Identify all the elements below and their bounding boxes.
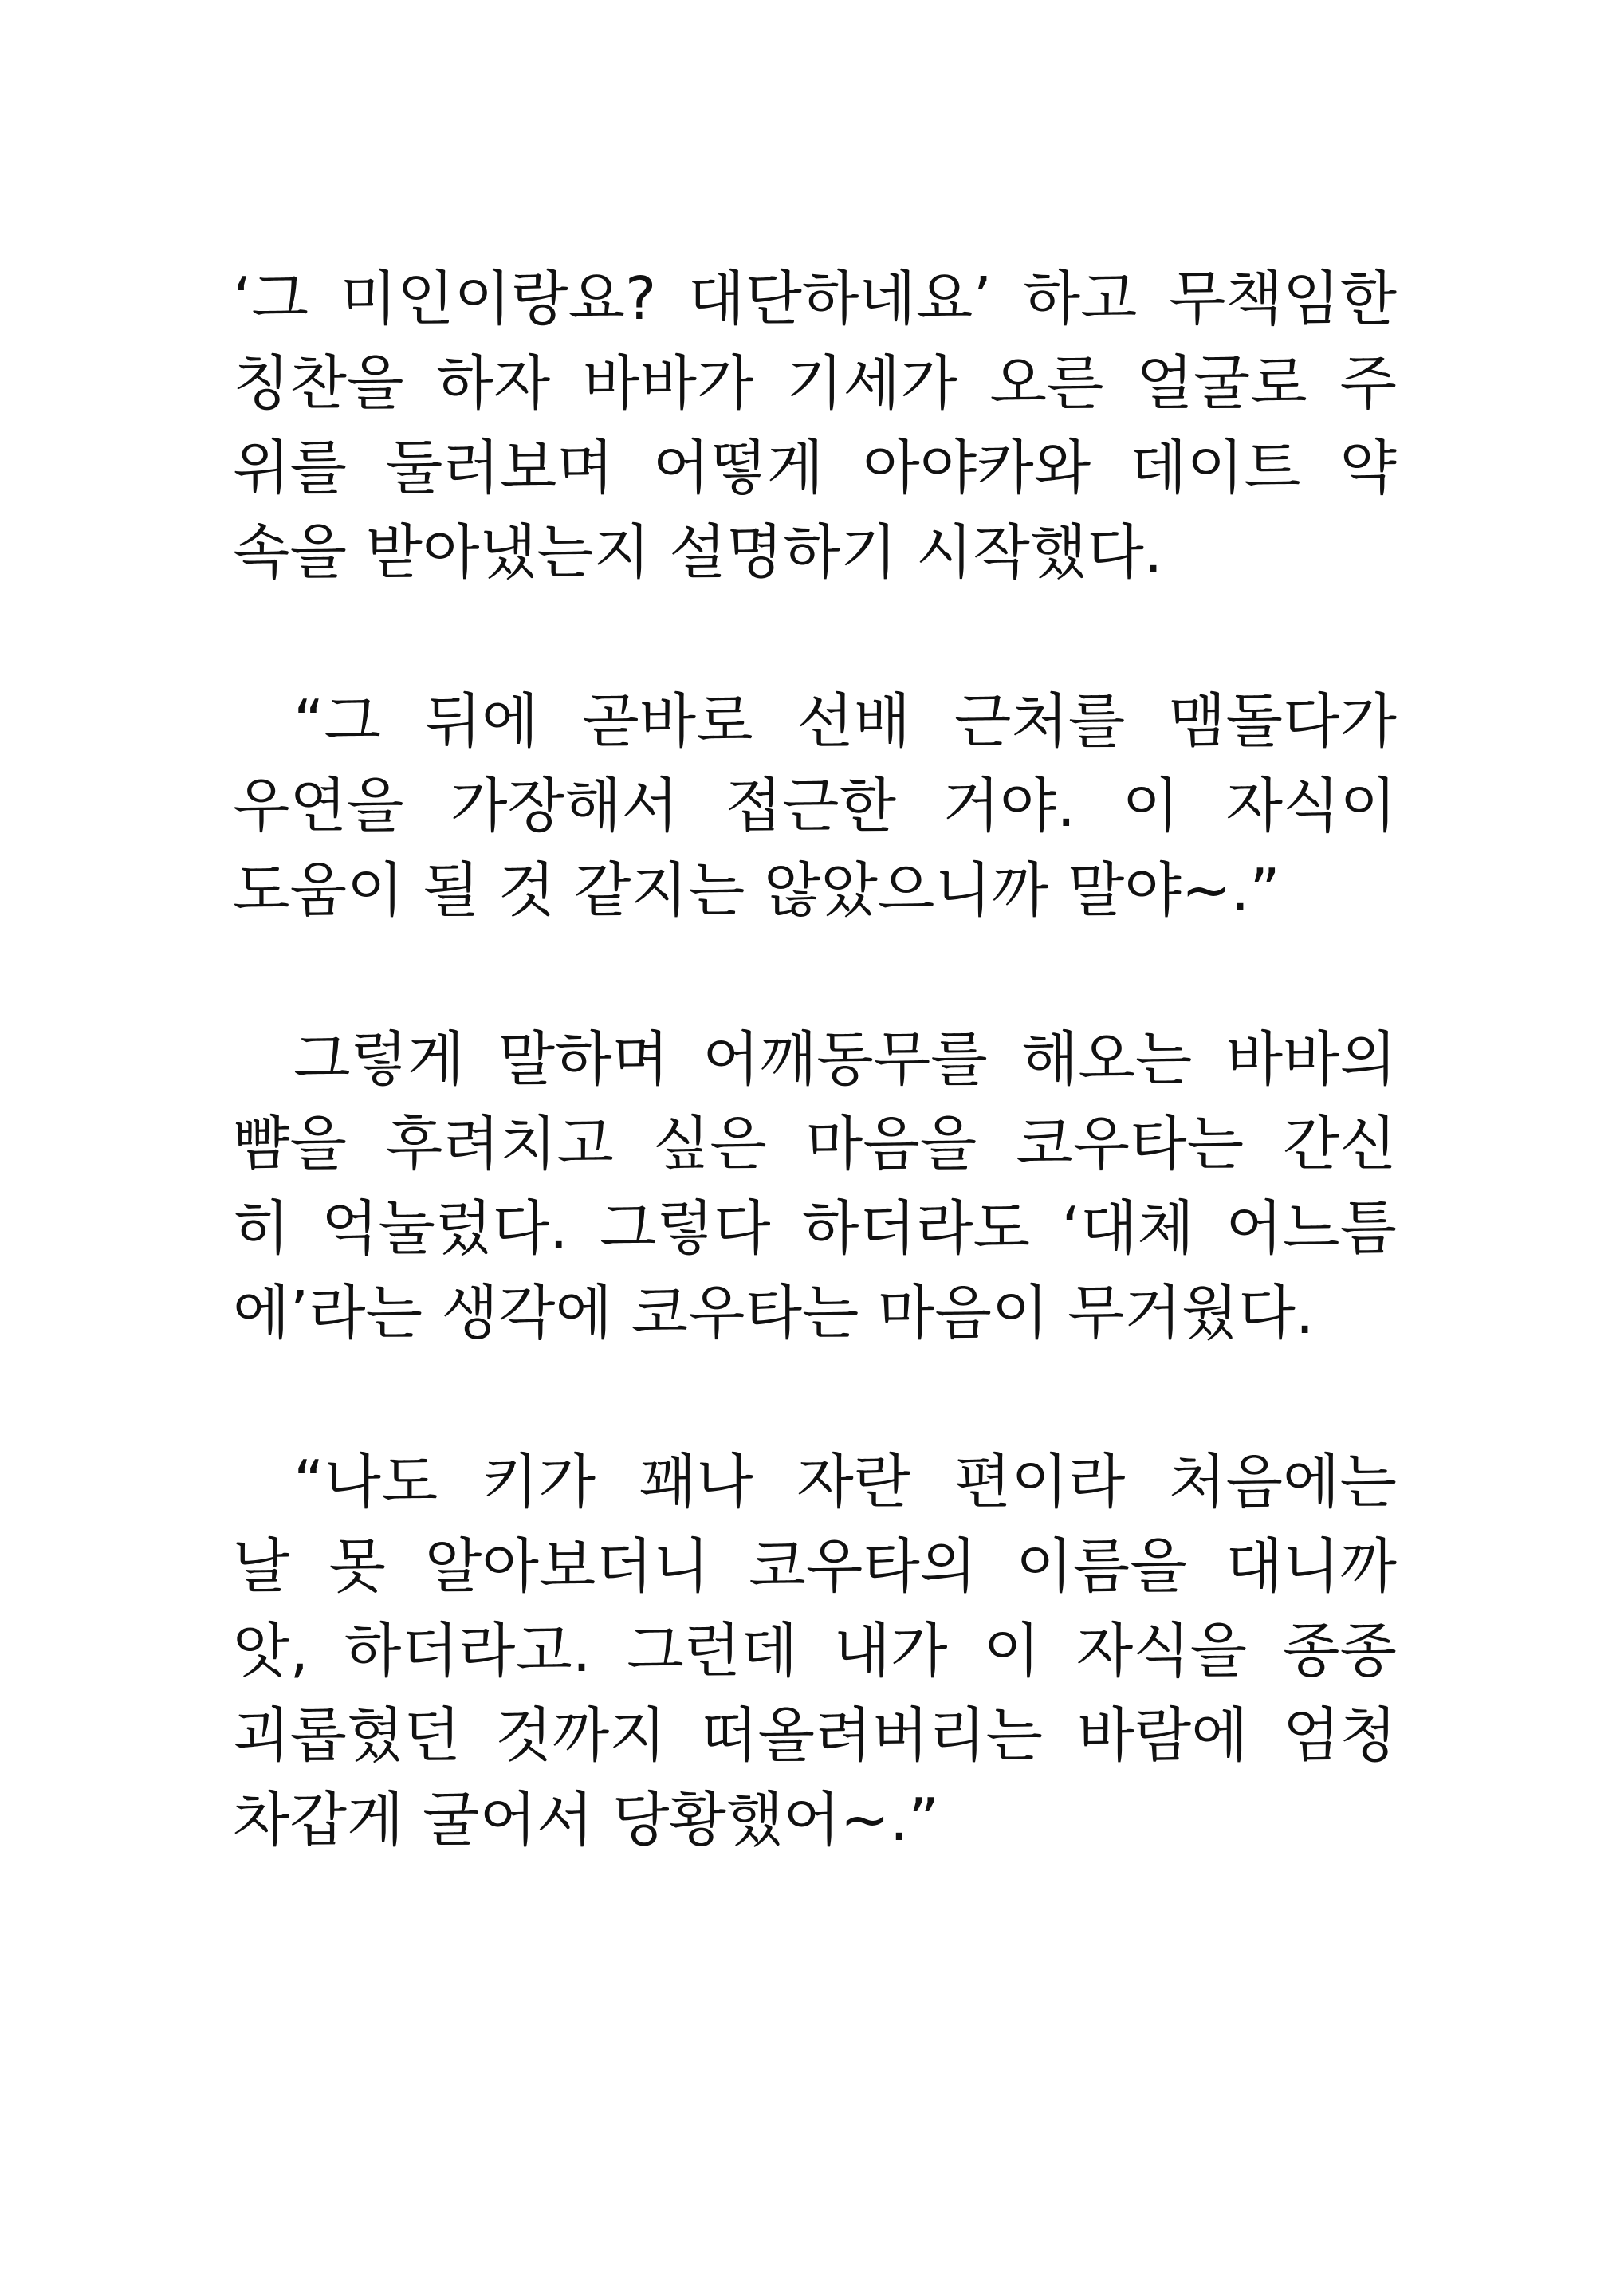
paragraph-4: [233, 1440, 1397, 1862]
text-line: 그렇게 말하며 어깨동무를 해오는 바바의: [293, 1025, 1397, 1094]
body-text: [233, 257, 1397, 1947]
text-line: 속을 받아냈는지 설명하기 시작했다.: [233, 518, 1163, 587]
text-line: 날 못 알아보더니 코우타의 이름을 대니까: [233, 1532, 1397, 1601]
text-line: 도움이 될 것 같지는 않았으니까 말야~.”: [233, 856, 1280, 925]
text-line: 차갑게 굴어서 당황했어~.”: [233, 1786, 939, 1854]
text-line: 우연을 가장해서 접근한 거야. 이 자식이: [233, 772, 1397, 840]
paragraph-2: [233, 679, 1397, 933]
paragraph-1: [233, 257, 1397, 595]
text-line: “그 뒤에 곧바로 선배 근처를 맴돌다가: [293, 687, 1397, 756]
text-line: 뺨을 후려치고 싶은 마음을 코우타는 간신: [233, 1110, 1397, 1178]
paragraph-3: [233, 1017, 1397, 1355]
text-line: 괴롭혔던 것까지 떠올려버리는 바람에 엄청: [233, 1701, 1397, 1770]
text-line: 칭찬을 하자 바바가 기세가 오른 얼굴로 주: [233, 349, 1397, 418]
text-line: “나도 키가 꽤나 자란 편이라 처음에는: [293, 1448, 1397, 1516]
text-line: 에’라는 생각에 코우타는 마음이 무거웠다.: [233, 1279, 1315, 1347]
text-line: ‘그 미인이랑요? 대단하네요’ 하고 무책임한: [233, 265, 1397, 333]
text-line: 히 억눌렀다. 그렇다 하더라도 ‘대체 어느틈: [233, 1194, 1397, 1263]
text-line: 위를 둘러보며 어떻게 아야카와 데이트 약: [233, 434, 1397, 502]
text-line: 앗, 하더라고. 그런데 내가 이 자식을 종종: [233, 1617, 1397, 1685]
